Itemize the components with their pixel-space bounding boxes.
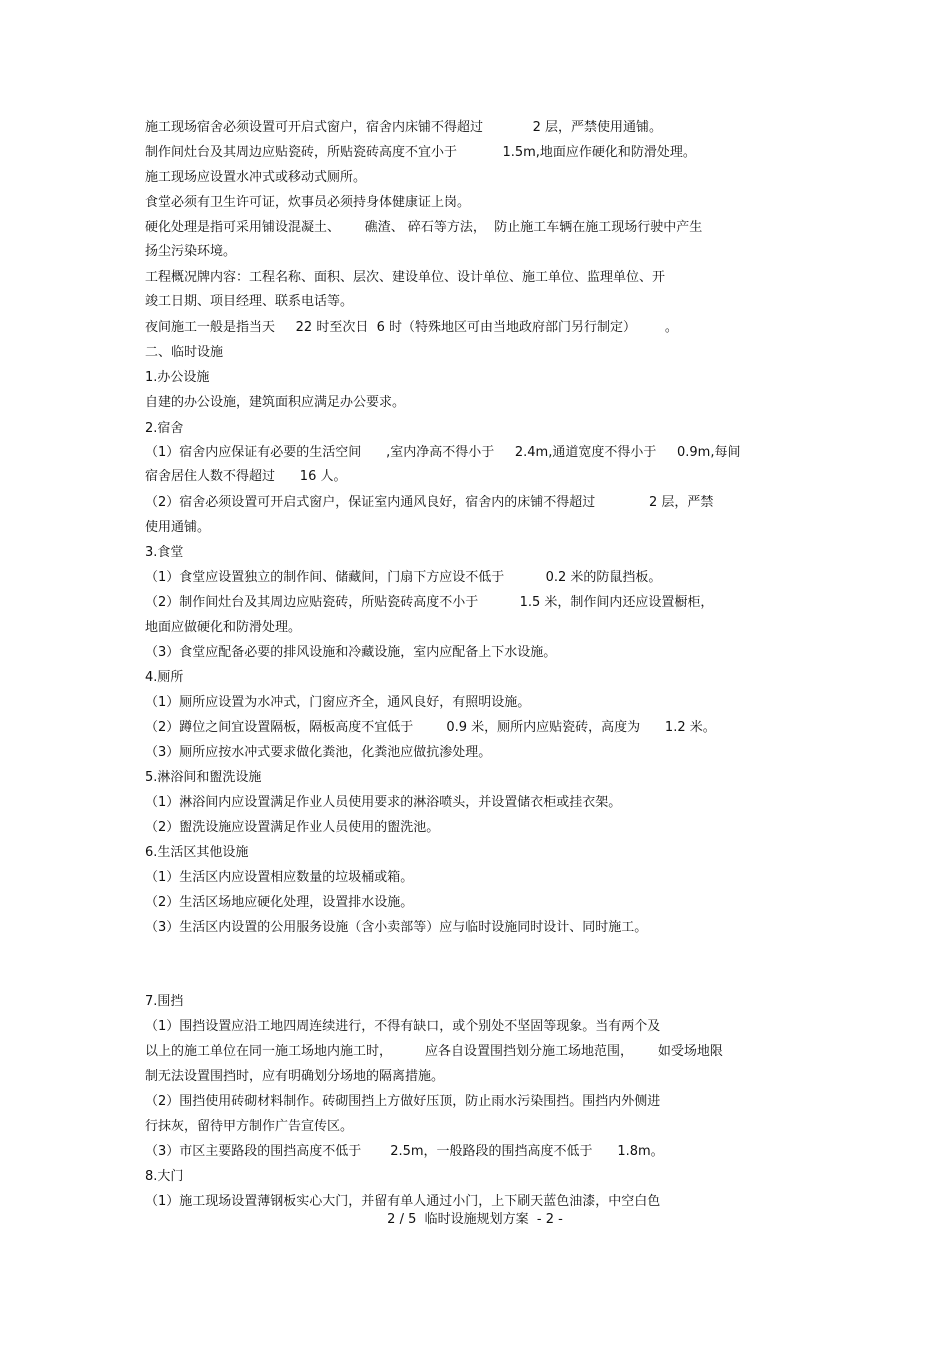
subsection-heading: 1.办公设施 (145, 370, 210, 385)
text-line: 工程概况牌内容：工程名称、面积、层次、建设单位、设计单位、施工单位、监理单位、开 (145, 270, 666, 285)
text-line: （1）生活区内应设置相应数量的垃圾桶或箱。 (145, 870, 414, 885)
text-line: （2）盥洗设施应设置满足作业人员使用的盥洗池。 (145, 820, 440, 835)
section-heading: 二、临时设施 (145, 345, 224, 360)
text-line: 制作间灶台及其周边应贴瓷砖，所贴瓷砖高度不宜小于 1.5m,地面应作硬化和防滑处理。 (145, 145, 696, 160)
text-line: （2）蹲位之间宜设置隔板，隔板高度不宜低于 0.9 米，厕所内应贴瓷砖，高度为 1.2 米。 (145, 720, 716, 735)
text-line: （1）淋浴间内应设置满足作业人员使用要求的淋浴喷头，并设置储衣柜或挂衣架。 (145, 795, 622, 810)
text-line: 制无法设置围挡时，应有明确划分场地的隔离措施。 (145, 1069, 445, 1084)
text-line: （3）食堂应配备必要的排风设施和冷藏设施，室内应配备上下水设施。 (145, 645, 557, 660)
text-line: 以上的施工单位在同一施工场地内施工时， 应各自设置围挡划分施工场地范围， 如受场地限 (145, 1044, 723, 1059)
text-line: （2）围挡使用砖砌材料制作。砖砌围挡上方做好压顶，防止雨水污染围挡。围挡内外侧进 (145, 1094, 661, 1109)
text-line: （2）制作间灶台及其周边应贴瓷砖，所贴瓷砖高度不小于 1.5 米，制作间内还应设置橱柜， (145, 595, 714, 610)
page-footer: 2 / 5 临时设施规划方案 - 2 - (387, 1212, 563, 1227)
subsection-heading: 6.生活区其他设施 (145, 845, 249, 860)
text-line: 扬尘污染环境。 (145, 244, 237, 259)
text-line: 竣工日期、项目经理、联系电话等。 (145, 294, 354, 309)
subsection-heading: 8.大门 (145, 1169, 184, 1184)
subsection-heading: 5.淋浴间和盥洗设施 (145, 770, 262, 785)
text-line: （1）宿舍内应保证有必要的生活空间 ,室内净高不得小于 2.4m,通道宽度不得小于 0.9m,每间 (145, 445, 741, 460)
text-line: （3）厕所应按水冲式要求做化粪池，化粪池应做抗渗处理。 (145, 745, 492, 760)
text-line: （2）生活区场地应硬化处理，设置排水设施。 (145, 895, 414, 910)
text-line: 宿舍居住人数不得超过 16 人。 (145, 469, 347, 484)
subsection-heading: 4.厕所 (145, 670, 184, 685)
subsection-heading: 2.宿舍 (145, 421, 184, 436)
subsection-heading: 3.食堂 (145, 545, 184, 560)
text-line: （3）生活区内设置的公用服务设施（含小卖部等）应与临时设施同时设计、同时施工。 (145, 920, 648, 935)
text-line: （1）厕所应设置为水冲式，门窗应齐全，通风良好，有照明设施。 (145, 695, 531, 710)
subsection-heading: 7.围挡 (145, 994, 184, 1009)
text-line: （1）围挡设置应沿工地四周连续进行，不得有缺口，或个别处不坚固等现象。当有两个及 (145, 1019, 661, 1034)
text-line: 使用通铺。 (145, 520, 211, 535)
text-line: 硬化处理是指可采用铺设混凝土、 礁渣、 碎石等方法， 防止施工车辆在施工现场行驶中产生 (145, 220, 703, 235)
text-line: （2）宿舍必须设置可开启式窗户，保证室内通风良好，宿舍内的床铺不得超过 2 层，严禁 (145, 495, 714, 510)
text-line: 施工现场应设置水冲式或移动式厕所。 (145, 170, 367, 185)
text-line: 行抹灰，留待甲方制作广告宣传区。 (145, 1119, 354, 1134)
text-line: 自建的办公设施，建筑面积应满足办公要求。 (145, 395, 406, 410)
text-line: （3）市区主要路段的围挡高度不低于 2.5m，一般路段的围挡高度不低于 1.8m。 (145, 1144, 664, 1159)
text-line: 地面应做硬化和防滑处理。 (145, 620, 302, 635)
text-line: （1）食堂应设置独立的制作间、储藏间，门扇下方应设不低于 0.2 米的防鼠挡板。 (145, 570, 662, 585)
text-line: 施工现场宿舍必须设置可开启式窗户，宿舍内床铺不得超过 2 层，严禁使用通铺。 (145, 120, 662, 135)
text-line: 夜间施工一般是指当天 22 时至次日 6 时（特殊地区可由当地政府部门另行制定） 。 (145, 320, 678, 335)
text-line: 食堂必须有卫生许可证，炊事员必须持身体健康证上岗。 (145, 195, 471, 210)
text-line: （1）施工现场设置薄钢板实心大门，并留有单人通过小门，上下刷天蓝色油漆，中空白色 (145, 1194, 661, 1209)
